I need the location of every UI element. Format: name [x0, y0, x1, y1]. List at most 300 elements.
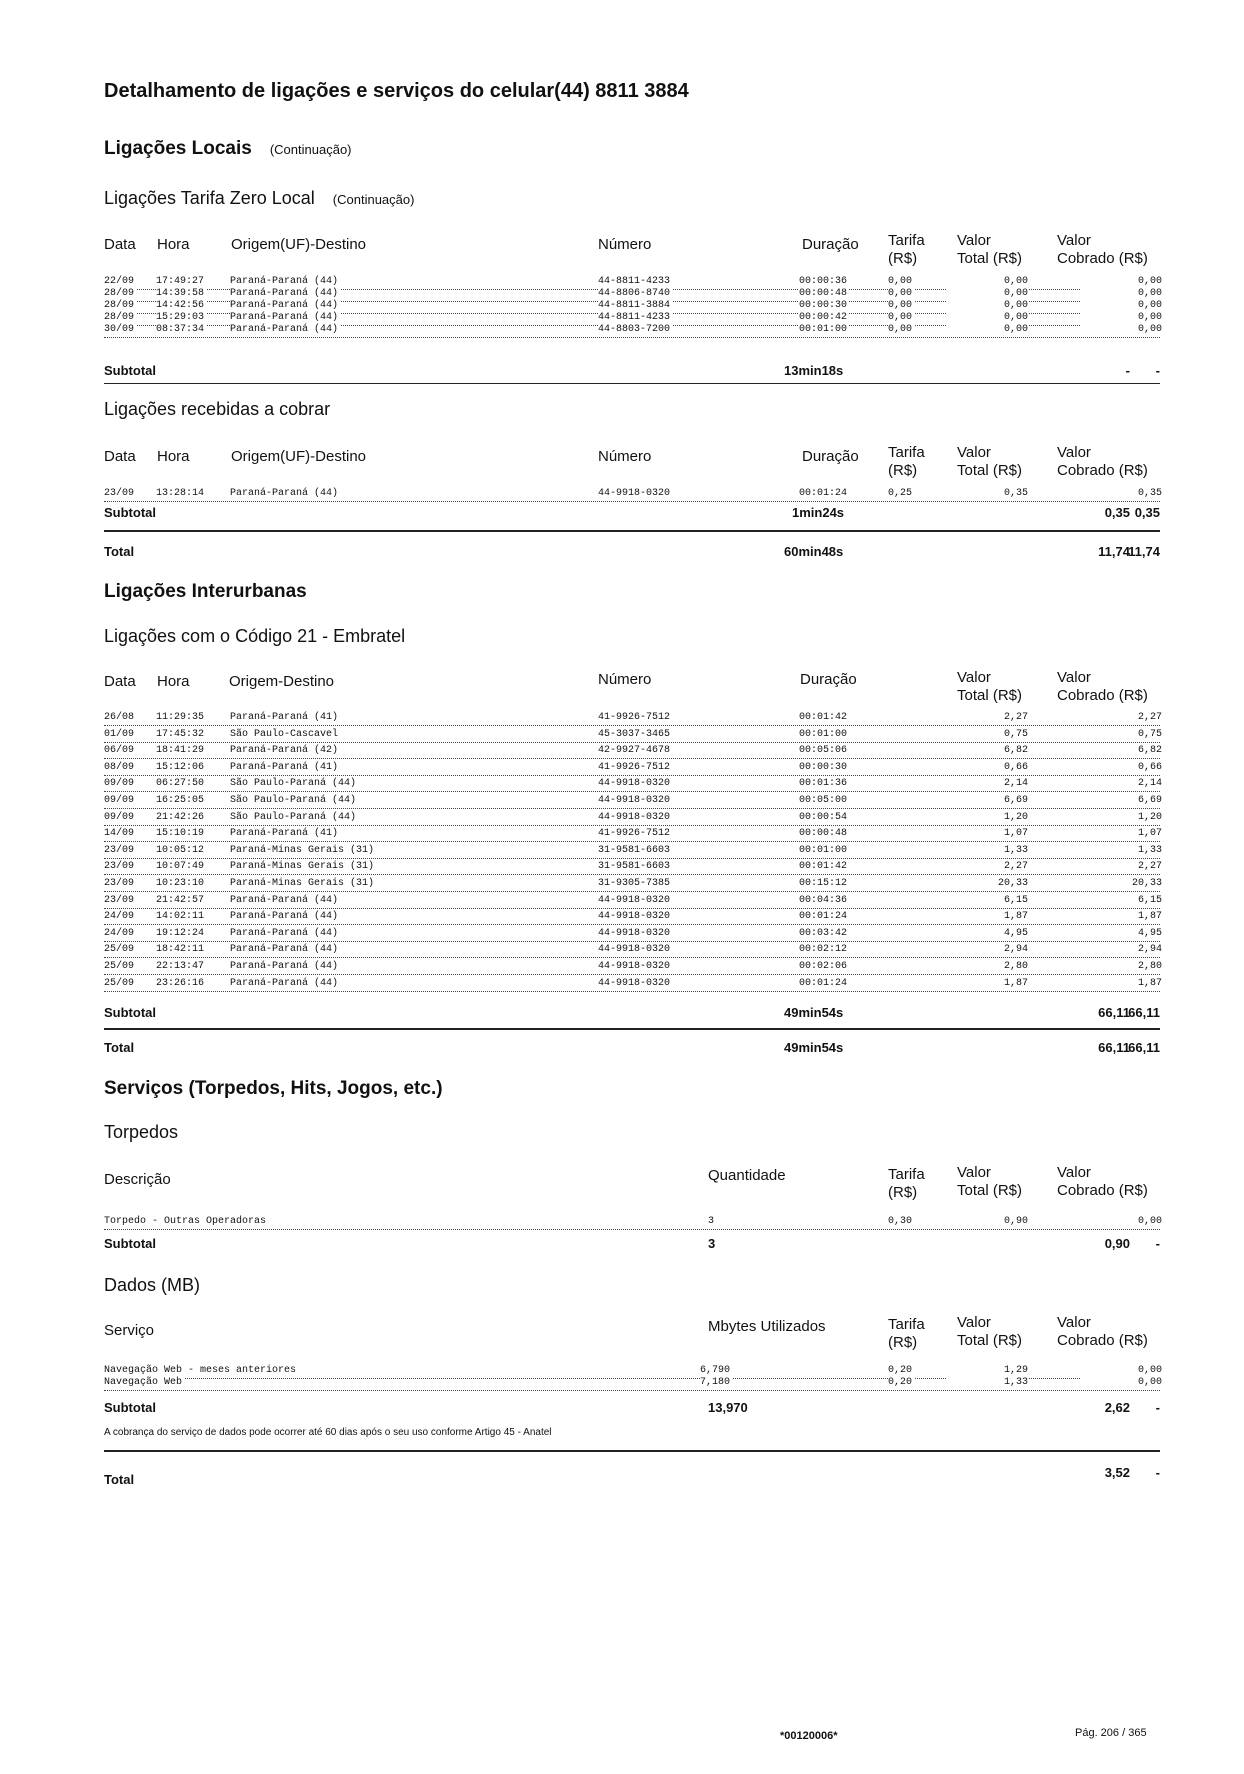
cell-hora: 15:10:19 — [156, 828, 205, 840]
col-tarifa-line2: (R$) — [888, 462, 918, 479]
col-valor-total-line1: Valor — [957, 1164, 991, 1181]
table-row — [104, 943, 1160, 958]
cell-valor-total: 2,94 — [946, 943, 1028, 956]
cell-hora: 14:02:11 — [156, 911, 205, 923]
cell-data: 25/09 — [104, 977, 135, 989]
cell-valor-total: 0,75 — [946, 728, 1028, 741]
cell-data: 14/09 — [104, 828, 135, 840]
cell-valor-total: 1,87 — [946, 977, 1028, 990]
section-title-interurban: Ligações Interurbanas — [104, 581, 307, 602]
cell-data: 28/09 — [104, 288, 135, 299]
col-valor-total-line2: Total (R$) — [957, 687, 1023, 704]
divider — [104, 383, 1160, 384]
cell-numero: 44-8803-7200 — [598, 324, 671, 335]
total-row-local — [104, 542, 1160, 562]
cell-origem: Paraná-Paraná (41) — [230, 828, 339, 840]
cell-duracao: 00:01:00 — [799, 324, 848, 335]
cell-duracao: 00:00:30 — [799, 761, 848, 773]
cell-valor-total: 1,33 — [946, 1376, 1028, 1389]
table-row — [104, 1376, 1160, 1391]
cell-valor-cobrado: 6,69 — [1080, 794, 1162, 807]
cell-valor-cobrado: 20,33 — [1080, 877, 1162, 890]
cell-valor-total: 0,66 — [946, 761, 1028, 774]
col-duracao: Duração — [802, 236, 859, 253]
cell-valor-total: 2,14 — [946, 777, 1028, 790]
cell-hora: 10:07:49 — [156, 861, 205, 873]
total-duracao: 60min48s — [784, 544, 844, 559]
col-valor-total-line1: Valor — [957, 444, 991, 461]
cell-valor-total: 0,00 — [946, 287, 1028, 300]
col-valor-total-line2: Total (R$) — [957, 462, 1023, 479]
table-row — [104, 960, 1160, 975]
cell-numero: 44-8811-4233 — [598, 312, 671, 323]
col-valor-cobrado — [1057, 669, 1148, 705]
cell-data: 08/09 — [104, 761, 135, 773]
cell-numero: 31-9305-7385 — [598, 878, 671, 889]
table-row — [104, 877, 1160, 892]
col-tarifa — [888, 1166, 925, 1202]
cell-mbytes: 6,790 — [700, 1365, 731, 1376]
col-tarifa-line1: Tarifa — [888, 1316, 925, 1333]
cell-data: 09/09 — [104, 811, 135, 823]
cell-hora: 08:37:34 — [156, 324, 205, 335]
cell-numero: 44-9918-0320 — [598, 927, 671, 939]
cell-hora: 17:45:32 — [156, 728, 205, 740]
cell-valor-cobrado: 4,95 — [1080, 927, 1162, 940]
cell-servico: Navegação Web - meses anteriores — [104, 1365, 297, 1376]
cell-data: 24/09 — [104, 927, 135, 939]
cell-valor-cobrado: 1,87 — [1080, 910, 1162, 923]
cell-numero: 45-3037-3465 — [598, 728, 671, 740]
subtotal-cobrado: - — [1155, 1400, 1160, 1415]
cell-data: 26/08 — [104, 712, 135, 723]
cell-origem: Paraná-Paraná (44) — [230, 300, 339, 311]
subtotal-row-zero — [104, 361, 1160, 381]
col-descricao: Descrição — [104, 1171, 171, 1188]
cell-hora: 10:23:10 — [156, 878, 205, 889]
cell-duracao: 00:15:12 — [799, 878, 848, 889]
cell-data: 22/09 — [104, 276, 135, 287]
cell-numero: 44-9918-0320 — [598, 894, 671, 906]
cell-mbytes: 7,180 — [700, 1377, 731, 1388]
col-valor-cobrado-line1: Valor — [1057, 1314, 1091, 1331]
total-label: Total — [104, 1040, 135, 1055]
cell-duracao: 00:01:24 — [799, 911, 848, 923]
cell-valor-total: 1,07 — [946, 827, 1028, 840]
col-origem: Origem-Destino — [229, 673, 335, 690]
cell-duracao: 00:04:36 — [799, 894, 848, 906]
cell-valor-cobrado: 0,00 — [1080, 287, 1162, 300]
cell-valor-cobrado: 2,14 — [1080, 777, 1162, 790]
table-row — [104, 323, 1160, 338]
cell-valor-cobrado: 0,00 — [1080, 1364, 1162, 1377]
cell-duracao: 00:00:42 — [799, 312, 848, 323]
cell-duracao: 00:01:36 — [799, 778, 848, 790]
cell-duracao: 00:00:48 — [799, 288, 848, 299]
col-valor-cobrado-line2: Cobrado (R$) — [1057, 250, 1148, 267]
cell-valor-cobrado: 2,27 — [1080, 860, 1162, 873]
subtotal-mbytes: 13,970 — [708, 1400, 748, 1415]
col-data: Data — [104, 673, 136, 690]
cell-valor-total: 6,82 — [946, 744, 1028, 757]
col-valor-cobrado-line1: Valor — [1057, 444, 1091, 461]
cell-valor-cobrado: 2,27 — [1080, 711, 1162, 724]
cell-data: 23/09 — [104, 488, 135, 499]
col-tarifa-line2: (R$) — [888, 250, 918, 267]
col-valor-total — [957, 669, 1022, 705]
col-tarifa-line1: Tarifa — [888, 444, 925, 461]
barcode-text: *00120006* — [780, 1730, 838, 1742]
cell-origem: Paraná-Paraná (44) — [230, 944, 339, 956]
cell-numero: 44-9918-0320 — [598, 795, 671, 806]
total-cobrado: 66,11 — [1128, 1040, 1160, 1055]
cell-duracao: 00:05:06 — [799, 745, 848, 757]
continuation-note: (Continuação) — [332, 192, 415, 207]
cell-origem: Paraná-Minas Gerais (31) — [230, 878, 375, 889]
cell-origem: Paraná-Minas Gerais (31) — [230, 844, 375, 856]
table-row — [104, 827, 1160, 842]
col-origem: Origem(UF)-Destino — [231, 236, 367, 253]
cell-hora: 10:05:12 — [156, 844, 205, 856]
cell-duracao: 00:02:06 — [799, 961, 848, 972]
col-valor-cobrado-line2: Cobrado (R$) — [1057, 1332, 1148, 1349]
cell-duracao: 00:00:54 — [799, 811, 848, 823]
cell-tarifa: 0,20 — [888, 1365, 913, 1376]
cell-origem: São Paulo-Paraná (44) — [230, 795, 357, 806]
cell-valor-total: 1,20 — [946, 811, 1028, 824]
cell-descricao: Torpedo - Outras Operadoras — [104, 1216, 267, 1227]
col-valor-cobrado-line1: Valor — [1057, 1164, 1091, 1181]
col-numero: Número — [598, 671, 652, 688]
cell-numero: 41-9926-7512 — [598, 712, 671, 723]
cell-duracao: 00:01:42 — [799, 712, 848, 723]
col-tarifa — [888, 232, 925, 268]
page-number: Pág. 206 / 365 — [1075, 1727, 1147, 1739]
subtotal-label: Subtotal — [104, 1005, 156, 1020]
cell-data: 23/09 — [104, 844, 135, 856]
col-tarifa-line1: Tarifa — [888, 1166, 925, 1183]
table-row — [104, 927, 1160, 942]
page-title: Detalhamento de ligações e serviços do celular(44) 8811 3884 — [104, 80, 689, 102]
subtotal-total: 66,11 — [1098, 1005, 1130, 1020]
table-row — [104, 487, 1160, 502]
cell-numero: 44-9918-0320 — [598, 944, 671, 956]
table-row — [104, 761, 1160, 776]
cell-hora: 17:49:27 — [156, 276, 205, 287]
table-row — [104, 777, 1160, 792]
cell-valor-cobrado: 6,15 — [1080, 894, 1162, 907]
subtotal-total: 0,90 — [1104, 1236, 1130, 1251]
cell-data: 25/09 — [104, 944, 135, 956]
col-tarifa — [888, 444, 925, 480]
cell-numero: 42-9927-4678 — [598, 745, 671, 757]
total-total: 3,52 — [1104, 1465, 1130, 1480]
subtotal-label: Subtotal — [104, 1236, 156, 1251]
cell-origem: São Paulo-Paraná (44) — [230, 811, 357, 823]
subsection-title-collect: Ligações recebidas a cobrar — [104, 399, 331, 419]
cell-numero: 44-9918-0320 — [598, 961, 671, 972]
subtotal-label: Subtotal — [104, 363, 156, 378]
table-row — [104, 894, 1160, 909]
col-valor-cobrado-line2: Cobrado (R$) — [1057, 462, 1148, 479]
cell-origem: Paraná-Paraná (44) — [230, 911, 339, 923]
cell-valor-cobrado: 0,75 — [1080, 728, 1162, 741]
table-row — [104, 711, 1160, 726]
col-valor-total-line2: Total (R$) — [957, 250, 1023, 267]
cell-hora: 21:42:57 — [156, 894, 205, 906]
col-valor-cobrado — [1057, 1314, 1148, 1350]
table-row — [104, 811, 1160, 826]
cell-quantidade: 3 — [708, 1216, 715, 1227]
cell-hora: 14:42:56 — [156, 300, 205, 311]
col-valor-total — [957, 444, 1022, 480]
cell-tarifa: 0,25 — [888, 488, 913, 499]
cell-data: 23/09 — [104, 894, 135, 906]
cell-hora: 11:29:35 — [156, 712, 205, 723]
cell-valor-cobrado: 1,87 — [1080, 977, 1162, 990]
cell-data: 30/09 — [104, 324, 135, 335]
cell-valor-total: 1,29 — [946, 1364, 1028, 1377]
cell-hora: 15:29:03 — [156, 312, 205, 323]
cell-hora: 18:41:29 — [156, 745, 205, 757]
cell-valor-cobrado: 1,33 — [1080, 844, 1162, 857]
col-valor-cobrado — [1057, 232, 1148, 268]
cell-origem: Paraná-Paraná (44) — [230, 927, 339, 939]
cell-valor-total: 0,00 — [946, 323, 1028, 336]
subtotal-row-interurban — [104, 1003, 1160, 1023]
cell-numero: 44-9918-0320 — [598, 911, 671, 923]
table-row — [104, 728, 1160, 743]
cell-valor-total: 1,33 — [946, 844, 1028, 857]
cell-valor-total: 0,90 — [946, 1215, 1028, 1228]
cell-origem: São Paulo-Cascavel — [230, 728, 339, 740]
col-numero: Número — [598, 236, 652, 253]
col-origem: Origem(UF)-Destino — [231, 448, 367, 465]
col-numero: Número — [598, 448, 652, 465]
subtotal-label: Subtotal — [104, 505, 156, 520]
col-valor-cobrado-line2: Cobrado (R$) — [1057, 1182, 1148, 1199]
cell-hora: 13:28:14 — [156, 488, 205, 499]
cell-valor-cobrado: 1,20 — [1080, 811, 1162, 824]
cell-tarifa: 0,00 — [888, 312, 913, 323]
col-tarifa-line2: (R$) — [888, 1184, 918, 1201]
cell-numero: 31-9581-6603 — [598, 861, 671, 873]
cell-numero: 44-8811-4233 — [598, 276, 671, 287]
cell-origem: Paraná-Paraná (44) — [230, 977, 339, 989]
subtotal-duracao: 1min24s — [792, 505, 845, 520]
cell-data: 09/09 — [104, 795, 135, 806]
table-row — [104, 860, 1160, 875]
cell-valor-cobrado: 0,00 — [1080, 1215, 1162, 1228]
subsection-title-torpedos: Torpedos — [104, 1122, 179, 1142]
cell-origem: Paraná-Paraná (44) — [230, 894, 339, 906]
total-cobrado: 11,74 — [1128, 544, 1160, 559]
cell-duracao: 00:01:24 — [799, 488, 848, 499]
subtotal-cobrado: - — [1155, 1236, 1160, 1251]
cell-hora: 19:12:24 — [156, 927, 205, 939]
cell-valor-total: 0,00 — [946, 299, 1028, 312]
cell-valor-total: 2,80 — [946, 960, 1028, 973]
total-row-interurban — [104, 1038, 1160, 1058]
col-valor-cobrado — [1057, 444, 1148, 480]
subtotal-total: - — [1125, 363, 1130, 378]
col-servico: Serviço — [104, 1322, 155, 1339]
cell-numero: 44-9918-0320 — [598, 977, 671, 989]
cell-data: 06/09 — [104, 745, 135, 757]
col-valor-cobrado-line1: Valor — [1057, 669, 1091, 686]
cell-hora: 15:12:06 — [156, 761, 205, 773]
cell-origem: Paraná-Paraná (44) — [230, 488, 339, 499]
cell-numero: 41-9926-7512 — [598, 828, 671, 840]
cell-valor-cobrado: 0,00 — [1080, 311, 1162, 324]
col-valor-total-line1: Valor — [957, 232, 991, 249]
divider — [104, 1450, 1160, 1452]
table-row — [104, 910, 1160, 925]
total-total: 66,11 — [1098, 1040, 1130, 1055]
cell-origem: Paraná-Paraná (44) — [230, 961, 339, 972]
cell-tarifa: 0,00 — [888, 300, 913, 311]
cell-duracao: 00:00:30 — [799, 300, 848, 311]
cell-valor-total: 4,95 — [946, 927, 1028, 940]
subtotal-quantidade: 3 — [708, 1236, 716, 1251]
table-row — [104, 977, 1160, 992]
total-cobrado: - — [1155, 1465, 1160, 1480]
divider — [104, 530, 1160, 532]
cell-valor-total: 0,00 — [946, 275, 1028, 288]
col-hora: Hora — [157, 236, 190, 253]
cell-valor-total: 6,69 — [946, 794, 1028, 807]
cell-duracao: 00:00:48 — [799, 828, 848, 840]
table-row — [104, 744, 1160, 759]
cell-numero: 44-8806-8740 — [598, 288, 671, 299]
subtotal-row-collect — [104, 503, 1160, 523]
cell-hora: 06:27:50 — [156, 778, 205, 790]
cell-data: 28/09 — [104, 300, 135, 311]
cell-data: 09/09 — [104, 778, 135, 790]
col-valor-total-line2: Total (R$) — [957, 1182, 1023, 1199]
col-valor-total — [957, 1164, 1022, 1200]
cell-numero: 44-9918-0320 — [598, 778, 671, 790]
cell-duracao: 00:01:24 — [799, 977, 848, 989]
col-hora: Hora — [157, 673, 190, 690]
cell-data: 28/09 — [104, 312, 135, 323]
cell-hora: 14:39:58 — [156, 288, 205, 299]
subtotal-cobrado: 66,11 — [1128, 1005, 1160, 1020]
cell-origem: Paraná-Paraná (44) — [230, 312, 339, 323]
cell-origem: Paraná-Paraná (41) — [230, 761, 339, 773]
col-tarifa — [888, 1316, 925, 1352]
cell-valor-cobrado: 0,00 — [1080, 299, 1162, 312]
cell-valor-cobrado: 0,35 — [1080, 487, 1162, 500]
cell-valor-total: 6,15 — [946, 894, 1028, 907]
cell-duracao: 00:01:00 — [799, 728, 848, 740]
cell-data: 01/09 — [104, 728, 135, 740]
col-valor-cobrado-line1: Valor — [1057, 232, 1091, 249]
cell-duracao: 00:01:42 — [799, 861, 848, 873]
cell-valor-cobrado: 0,00 — [1080, 1376, 1162, 1389]
total-label: Total — [104, 544, 135, 559]
cell-tarifa: 0,00 — [888, 324, 913, 335]
section-title-local-text: Ligações Locais — [104, 138, 252, 159]
total-row-services — [104, 1463, 1160, 1487]
cell-hora: 16:25:05 — [156, 795, 205, 806]
col-tarifa-line2: (R$) — [888, 1334, 918, 1351]
cell-valor-total: 1,87 — [946, 910, 1028, 923]
col-valor-total-line2: Total (R$) — [957, 1332, 1023, 1349]
cell-valor-total: 2,27 — [946, 711, 1028, 724]
cell-duracao: 00:00:36 — [799, 276, 848, 287]
table-row — [104, 1215, 1160, 1230]
cell-data: 24/09 — [104, 911, 135, 923]
cell-valor-cobrado: 6,82 — [1080, 744, 1162, 757]
col-data: Data — [104, 448, 136, 465]
col-duracao: Duração — [800, 671, 857, 688]
cell-tarifa: 0,00 — [888, 276, 913, 287]
cell-valor-total: 20,33 — [946, 877, 1028, 890]
subtotal-duracao: 49min54s — [784, 1005, 844, 1020]
cell-data: 25/09 — [104, 961, 135, 972]
subtotal-row-dados — [104, 1398, 1160, 1418]
divider — [104, 1028, 1160, 1030]
cell-tarifa: 0,00 — [888, 288, 913, 299]
cell-valor-cobrado: 1,07 — [1080, 827, 1162, 840]
cell-origem: Paraná-Paraná (44) — [230, 288, 339, 299]
cell-hora: 23:26:16 — [156, 977, 205, 989]
dados-footnote: A cobrança do serviço de dados pode ocorrer até 60 dias após o seu uso conforme Artigo 45 - Anatel — [104, 1427, 552, 1438]
subtotal-row-torpedos — [104, 1234, 1160, 1254]
table-row — [104, 844, 1160, 859]
subsection-title-dados: Dados (MB) — [104, 1275, 201, 1295]
cell-duracao: 00:03:42 — [799, 927, 848, 939]
cell-data: 23/09 — [104, 861, 135, 873]
cell-data: 23/09 — [104, 878, 135, 889]
cell-servico: Navegação Web — [104, 1377, 183, 1388]
cell-origem: Paraná-Paraná (44) — [230, 276, 339, 287]
col-quantidade: Quantidade — [708, 1167, 786, 1184]
col-valor-cobrado — [1057, 1164, 1148, 1200]
cell-duracao: 00:05:00 — [799, 795, 848, 806]
subtotal-total: 2,62 — [1104, 1400, 1130, 1415]
cell-origem: Paraná-Paraná (42) — [230, 745, 339, 757]
cell-hora: 22:13:47 — [156, 961, 205, 972]
col-tarifa-line1: Tarifa — [888, 232, 925, 249]
total-duracao: 49min54s — [784, 1040, 844, 1055]
subsection-title-zero-text: Ligações Tarifa Zero Local — [104, 188, 315, 208]
subtotal-total: 0,35 — [1104, 505, 1130, 520]
subsection-title-zero — [104, 188, 414, 209]
cell-numero: 31-9581-6603 — [598, 844, 671, 856]
cell-hora: 21:42:26 — [156, 811, 205, 823]
col-duracao: Duração — [802, 448, 859, 465]
cell-valor-cobrado: 2,80 — [1080, 960, 1162, 973]
cell-valor-total: 0,00 — [946, 311, 1028, 324]
col-mbytes: Mbytes Utilizados — [708, 1318, 826, 1335]
cell-numero: 44-9918-0320 — [598, 488, 671, 499]
col-valor-total — [957, 1314, 1022, 1350]
cell-valor-cobrado: 2,94 — [1080, 943, 1162, 956]
cell-duracao: 00:02:12 — [799, 944, 848, 956]
continuation-note: (Continuação) — [269, 142, 352, 157]
col-valor-total-line1: Valor — [957, 669, 991, 686]
cell-valor-cobrado: 0,00 — [1080, 275, 1162, 288]
cell-valor-total: 0,35 — [946, 487, 1028, 500]
subsection-title-embratel: Ligações com o Código 21 - Embratel — [104, 626, 406, 646]
cell-numero: 44-9918-0320 — [598, 811, 671, 823]
col-valor-total — [957, 232, 1022, 268]
cell-numero: 44-8811-3884 — [598, 300, 671, 311]
section-title-services: Serviços (Torpedos, Hits, Jogos, etc.) — [104, 1078, 443, 1099]
cell-origem: Paraná-Paraná (41) — [230, 712, 339, 723]
